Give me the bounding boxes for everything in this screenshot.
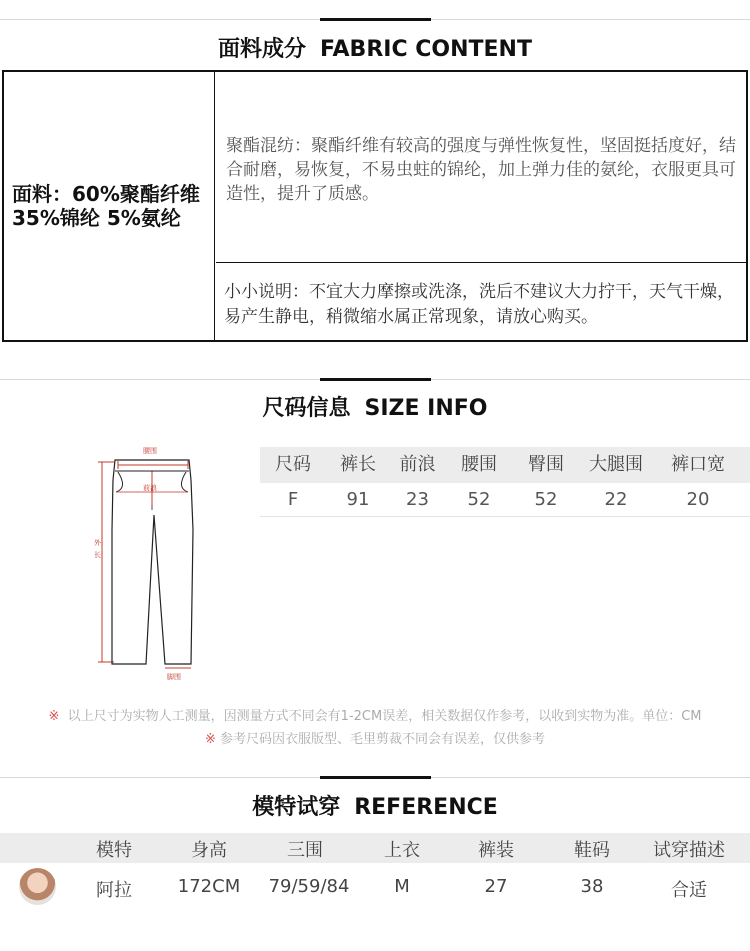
reference-cell: 172CM — [177, 876, 241, 897]
table-row — [260, 483, 750, 517]
section-accent-bar — [320, 776, 431, 779]
size-cell: 22 — [604, 489, 628, 510]
size-title-en: SIZE INFO — [364, 396, 488, 421]
reference-title-cn: 模特试穿 — [252, 795, 341, 820]
reference-cell: 38 — [580, 876, 604, 897]
size-table — [260, 447, 750, 517]
reference-cell: 27 — [484, 876, 508, 897]
outseam-label-2: 长 — [94, 551, 101, 559]
rise-label: 前浪 — [143, 484, 157, 492]
outseam-label-1: 外 — [94, 539, 101, 547]
size-cell: 20 — [686, 489, 710, 510]
size-header-cell: 前浪 — [399, 454, 436, 475]
reference-title-en: REFERENCE — [354, 795, 498, 820]
reference-cell: 阿拉 — [96, 880, 132, 901]
reference-header-cell: 鞋码 — [574, 840, 610, 861]
size-cell: 91 — [346, 489, 370, 510]
note-mark: ※ — [204, 732, 216, 747]
reference-cell: 合适 — [671, 880, 707, 901]
size-note-2 — [0, 728, 750, 747]
size-table-header — [260, 447, 750, 483]
model-avatar — [19, 868, 56, 905]
fabric-composition-cell — [4, 72, 215, 340]
size-cell: 23 — [406, 489, 429, 510]
reference-cell: M — [394, 876, 410, 897]
note-mark: ※ — [48, 709, 60, 724]
fabric-table — [2, 70, 748, 342]
reference-cell: 79/59/84 — [268, 876, 350, 897]
size-header-cell: 臀围 — [528, 454, 564, 475]
size-header-cell: 腰围 — [461, 454, 497, 475]
size-title-cn: 尺码信息 — [262, 396, 351, 421]
fabric-section-title — [0, 32, 750, 63]
fabric-title-en: FABRIC CONTENT — [320, 37, 532, 62]
size-note-1-text: 以上尺寸为实物人工测量，因测量方式不同会有1-2CM误差，相关数据仅作参考，以收到实物为准。单位：CM — [67, 709, 702, 724]
size-cell: 52 — [534, 489, 558, 510]
reference-header-cell: 模特 — [96, 840, 132, 861]
size-header-cell: 裤口宽 — [671, 454, 725, 475]
fabric-title-cn: 面料成分 — [218, 37, 307, 62]
fabric-description: 聚酯混纺：聚酯纤维有较高的强度与弹性恢复性，坚固挺括度好，结合耐磨，易恢复，不易虫蛀的锦纶，加上弹力佳的氨纶，衣服更具可造性，提升了质感。 — [226, 136, 736, 204]
size-cell: F — [287, 489, 299, 510]
waist-label: 腰围 — [143, 447, 157, 455]
fabric-description-cell — [216, 72, 746, 263]
reference-header-cell: 三围 — [287, 840, 323, 861]
reference-header-cell: 裤装 — [478, 840, 514, 861]
size-header-cell: 尺码 — [275, 454, 311, 475]
size-header-cell: 裤长 — [340, 454, 376, 475]
reference-header-cell: 上衣 — [384, 840, 420, 861]
pants-measurement-diagram — [88, 440, 203, 685]
size-note-2-text: 参考尺码因衣服版型、毛里剪裁不同会有误差，仅供参考 — [220, 732, 546, 747]
size-section-title — [0, 391, 750, 422]
fabric-care-note: 小小说明：不宜大力摩擦或洗涤，洗后不建议大力拧干，天气干燥，易产生静电，稍微缩水属正常现象，请放心购买。 — [224, 282, 734, 327]
section-accent-bar — [320, 18, 431, 21]
fabric-composition: 面料：60%聚酯纤维 35%锦纶 5%氨纶 — [12, 182, 200, 230]
size-header-cell: 大腿围 — [589, 454, 643, 475]
section-accent-bar — [320, 378, 431, 381]
size-cell: 52 — [467, 489, 491, 510]
hem-label: 脚围 — [167, 673, 181, 681]
fabric-care-cell — [216, 264, 746, 340]
reference-header-cell: 试穿描述 — [653, 840, 725, 861]
reference-section-title — [0, 790, 750, 821]
reference-header-cell: 身高 — [191, 840, 227, 861]
size-note-1 — [0, 705, 750, 724]
